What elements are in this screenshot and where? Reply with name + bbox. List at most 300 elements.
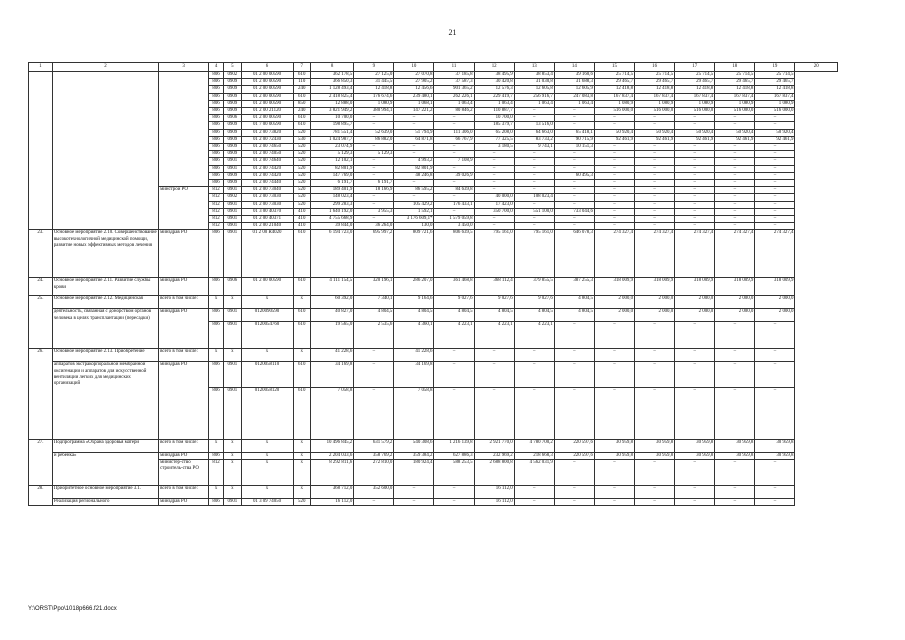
code-cell: 806 [208,122,223,129]
event-name-cell [52,100,158,107]
amount-cell: 256 916,7 [514,93,554,100]
code-cell: 0906 [224,115,241,122]
amount-cell: – [715,349,755,362]
table-row [29,216,838,223]
code-cell: 01 2 00 00590 [241,278,293,296]
amount-cell: 318 009,9 [755,278,795,296]
amount-cell: – [675,165,715,172]
amount-cell: – [635,349,675,362]
executor-cell [159,151,209,158]
amount-cell: 8 292 811,6 [310,459,353,485]
amount-cell: 516 000,0 [675,108,715,115]
amount-cell: 51 794,9 [394,129,434,136]
executor-cell: минздрав РО [159,498,209,505]
amount-cell: 4 993,2 [394,158,434,165]
code-cell: 01 2 00 74050 [241,151,293,158]
amount-cell: 3 450,0 [434,223,474,230]
table-row [29,129,838,136]
table-row [29,100,838,107]
amount-cell: 2 000,0 [635,309,675,322]
code-cell: 0909 [224,151,241,158]
executor-cell [159,136,209,143]
row-number-cell [29,144,53,151]
amount-cell: – [354,158,394,165]
code-cell: 240 [293,108,310,115]
amount-cell: 12 102,1 [310,158,353,165]
amount-cell: – [715,165,755,172]
row-number-cell [29,115,53,122]
code-cell: x [224,459,241,485]
amount-cell: 1 063,4 [434,100,474,107]
row-number-cell [29,180,53,187]
amount-cell: – [675,172,715,179]
executor-cell: минздрав РО [159,309,209,322]
amount-cell: 167 837,4 [755,93,795,100]
code-cell: x [293,349,310,362]
amount-cell: – [715,201,755,208]
amount-cell: – [675,194,715,201]
row-number-cell [29,387,53,439]
code-cell: x [208,485,223,498]
amount-cell: – [434,165,474,172]
amount-cell: 64 663,0 [514,129,554,136]
amount-cell: – [434,194,474,201]
amount-cell: 50 920,4 [755,129,795,136]
amount-cell: – [514,387,554,439]
amount-cell: 229 419,7 [474,93,514,100]
executor-cell [159,180,209,187]
amount-cell: 2 418 825,4 [310,93,353,100]
column-header: 9 [354,63,394,72]
executor-cell: всего в том числе: [159,349,209,362]
code-cell: x [293,439,310,452]
amount-cell: 806 639,5 [434,230,474,278]
row-number-cell [29,129,53,136]
amount-cell: 17 423,0 [474,201,514,208]
row-number-cell [29,172,53,179]
table-row [29,115,838,122]
amount-cell: – [755,216,795,223]
amount-cell: – [554,158,594,165]
amount-cell: 318 009,9 [594,278,634,296]
row-number-cell: 26. [29,349,53,362]
budget-table [28,62,838,506]
amount-cell: – [394,194,434,201]
code-cell: x [241,459,293,485]
amount-cell: – [594,158,634,165]
code-cell: 01 2 00 74650 [241,144,293,151]
table-row [29,79,838,86]
code-cell: x [241,349,293,362]
code-cell: x [224,296,241,309]
code-cell: 806 [208,136,223,143]
executor-cell [159,79,209,86]
amount-cell: 1 080,9 [594,100,634,107]
amount-cell: 147 769,0 [310,172,353,179]
amount-cell: 4 804,5 [514,309,554,322]
executor-cell: минстрой РО [159,187,209,194]
amount-cell: – [514,362,554,387]
code-cell: 806 [208,172,223,179]
column-header: 8 [310,63,353,72]
row-number-cell [29,223,53,230]
amount-cell: 551 100,0 [514,208,554,215]
table-row [29,208,838,215]
amount-cell: 2 535,6 [354,322,394,349]
amount-cell: – [635,165,675,172]
amount-cell: – [354,172,394,179]
amount-cell: 19 565,0 [310,322,353,349]
amount-cell: – [514,115,554,122]
amount-cell: – [635,216,675,223]
amount-cell: 30 420,8 [474,79,514,86]
code-cell: 410 [293,223,310,230]
amount-cell: 37 587,3 [434,79,474,86]
row-number-cell [29,79,53,86]
amount-cell: 318 009,9 [715,278,755,296]
code-cell: 520 [293,498,310,505]
code-cell: 806 [208,322,223,349]
code-cell: 0120058110 [241,362,293,387]
amount-cell: 2 000,0 [755,296,795,309]
table-row [29,322,838,349]
amount-cell: 4 804,5 [354,309,394,322]
amount-cell: 31 030,8 [514,79,554,86]
amount-cell: 4 223,1 [434,322,474,349]
amount-cell: – [394,485,434,498]
code-cell: 520 [293,165,310,172]
amount-cell: 368 712,0 [310,485,353,498]
amount-cell: 2 000,0 [635,296,675,309]
executor-cell [159,86,209,93]
row-number-cell [29,459,53,485]
code-cell: 806 [208,86,223,93]
amount-cell: 48 246,8 [394,172,434,179]
code-cell: 812 [208,223,223,230]
amount-cell: – [514,498,554,505]
code-cell: 01 2 00 72430 [241,136,293,143]
amount-cell: – [394,144,434,151]
event-name-cell [52,223,158,230]
code-cell: 0901 [224,165,241,172]
amount-cell: – [594,498,634,505]
amount-cell: – [474,151,514,158]
event-name-cell [52,165,158,172]
amount-cell: 167 837,4 [675,93,715,100]
table-row [29,201,838,208]
amount-cell: 1 063,4 [514,100,554,107]
amount-cell: – [715,208,755,215]
amount-cell: 148 023,4 [310,194,353,201]
amount-cell: 2 204 033,6 [310,452,353,459]
event-name-cell [52,136,158,143]
amount-cell: – [675,115,715,122]
event-name-cell [52,129,158,136]
amount-cell: – [755,485,795,498]
amount-cell: – [554,201,594,208]
amount-cell: – [434,151,474,158]
code-cell: 01 2 00 00590 [241,115,293,122]
code-cell: x [293,485,310,498]
row-number-cell [29,194,53,201]
amount-cell: 1 640 192,0 [310,208,353,215]
code-cell: 01 2 00 21040 [241,223,293,230]
event-name-cell: Основное мероприятие 2.11. Развитие службы крови [52,278,158,296]
amount-cell: 147 221,2 [394,108,434,115]
event-name-cell: и ребенка» [52,452,158,459]
code-cell: 806 [208,165,223,172]
amount-cell: – [715,387,755,439]
amount-cell: – [675,122,715,129]
amount-cell: – [554,362,594,387]
amount-cell: 25 714,5 [715,72,755,79]
executor-cell [159,216,209,223]
amount-cell: 30 959,8 [594,452,634,459]
table-row [29,459,838,485]
amount-cell: 2 921 770,0 [474,439,514,452]
amount-cell: 358 769,2 [354,452,394,459]
amount-cell: 6 191,7 [310,180,353,187]
amount-cell: 809 721,6 [394,230,434,278]
amount-cell: – [394,115,434,122]
amount-cell: – [554,165,594,172]
row-number-cell [29,151,53,158]
amount-cell: 359 384,2 [394,452,434,459]
amount-cell: 25 714,5 [755,72,795,79]
amount-cell: 695 997,2 [354,230,394,278]
amount-cell: – [755,201,795,208]
amount-cell: – [675,349,715,362]
table-row [29,158,838,165]
code-cell: 806 [208,108,223,115]
executor-cell [159,93,209,100]
row-number-cell: 23. [29,230,53,278]
amount-cell: – [554,322,594,349]
amount-cell: 41 228,6 [310,349,353,362]
column-header: 7 [293,63,310,72]
amount-cell: 31 445,5 [354,79,394,86]
amount-cell: 92 461,9 [715,136,755,143]
executor-cell [159,129,209,136]
event-name-cell [52,144,158,151]
amount-cell: 3 176 609,1* [394,216,434,223]
code-cell: 0909 [224,122,241,129]
amount-cell: – [514,485,554,498]
code-cell: 0909 [224,93,241,100]
code-cell: x [224,485,241,498]
amount-cell: 2 688 800,8 [474,459,514,485]
amount-cell: – [755,387,795,439]
code-cell: 0909 [224,108,241,115]
column-header: 19 [755,63,795,72]
event-name-cell: аппаратов экстракорпоральной мембранной оксигенации и аппаратов для искусственной вентиляции легких для медицинских организаций [52,362,158,387]
amount-cell: – [434,362,474,387]
code-cell: 610 [293,93,310,100]
amount-cell: 733 044,6 [554,208,594,215]
column-header: 14 [554,63,594,72]
code-cell: 0901 [224,158,241,165]
code-cell: 0909 [224,100,241,107]
amount-cell: – [755,223,795,230]
executor-cell [159,122,209,129]
amount-cell: – [554,349,594,362]
amount-cell: 50 920,4 [594,129,634,136]
code-cell: 0902 [224,194,241,201]
amount-cell: – [635,485,675,498]
row-number-cell [29,216,53,223]
code-cell: 806 [208,93,223,100]
amount-cell: 218 668,3 [514,452,554,459]
code-cell: 0901 [224,230,241,278]
amount-cell: 60 495,3 [554,172,594,179]
amount-cell: – [354,216,394,223]
row-number-cell [29,362,53,387]
amount-cell: – [755,144,795,151]
executor-cell [159,194,209,201]
code-cell: 0909 [224,79,241,86]
amount-cell: 1 080,9 [354,100,394,107]
code-cell: 01 2 00 R4020 [241,230,293,278]
amount-cell: – [675,322,715,349]
amount-cell: – [594,187,634,194]
amount-cell: 13 516,0 [514,122,554,129]
amount-cell: 111 306,0 [434,129,474,136]
amount-cell: – [594,322,634,349]
column-header: 5 [224,63,241,72]
amount-cell: – [474,187,514,194]
amount-cell: 1 579 059,8 [434,216,474,223]
amount-cell: – [755,151,795,158]
amount-cell: 10 700,0 [474,115,514,122]
code-cell: 410 [293,208,310,215]
amount-cell: 34 169,8 [394,362,434,387]
code-cell: 520 [293,158,310,165]
amount-cell: – [675,498,715,505]
code-cell: 01 2 00 74420 [241,165,293,172]
code-cell: 812 [208,459,223,485]
row-number-cell [29,187,53,194]
code-cell: 01 2 00 73820 [241,129,293,136]
amount-cell: 92 461,9 [635,136,675,143]
amount-cell: – [554,485,594,498]
amount-cell: 2 000,0 [594,296,634,309]
amount-cell: 30 959,8 [594,439,634,452]
executor-cell [159,322,209,349]
amount-cell: 272 810,0 [354,459,394,485]
amount-cell: 366 850,3 [310,79,353,86]
code-cell: 01 2 00 00590 [241,86,293,93]
table-row [29,362,838,387]
amount-cell: 1 068,1 [394,100,434,107]
event-name-cell [52,86,158,93]
amount-cell: 274 327,4 [755,230,795,278]
code-cell: 01 2 00 00590 [241,100,293,107]
amount-cell: – [554,115,594,122]
amount-cell: 30 959,8 [635,439,675,452]
code-cell: 806 [208,115,223,122]
amount-cell: – [594,151,634,158]
amount-cell: 39 026,9 [434,172,474,179]
amount-cell: – [635,187,675,194]
amount-cell: 65 418,1 [554,129,594,136]
code-cell: 01 2 00 73040 [241,187,293,194]
amount-cell: 29 465,7 [715,79,755,86]
amount-cell: – [755,187,795,194]
amount-cell: – [434,208,474,215]
amount-cell: 3 180,5 [474,144,514,151]
amount-cell: – [554,194,594,201]
amount-cell: – [675,151,715,158]
amount-cell: 27 125,0 [354,72,394,79]
code-cell: 01 2 00 74420 [241,172,293,179]
table-row [29,72,838,79]
event-name-cell: Основное мероприятие 2.13. Приобретение [52,349,158,362]
amount-cell: 540 308,6 [394,439,434,452]
amount-cell: – [755,322,795,349]
amount-cell: – [434,349,474,362]
row-number-cell [29,158,53,165]
amount-cell: – [394,122,434,129]
amount-cell: 2 000,0 [715,309,755,322]
code-cell: 610 [293,230,310,278]
amount-cell: – [474,349,514,362]
code-cell: 0120058120 [241,387,293,439]
code-cell: 520 [293,144,310,151]
amount-cell: 10 151,3 [554,144,594,151]
amount-cell: 4 780 700,2 [514,439,554,452]
amount-cell: 318 009,9 [675,278,715,296]
amount-cell: – [434,115,474,122]
table-row [29,93,838,100]
amount-cell: 320 196,1 [354,278,394,296]
amount-cell: 2 000,0 [675,309,715,322]
code-cell: 01 2 00 00590 [241,93,293,100]
amount-cell: – [635,387,675,439]
amount-cell: – [354,349,394,362]
amount-cell: 12 418,8 [675,86,715,93]
amount-cell: – [474,387,514,439]
amount-cell: 6 194 723,0 [310,230,353,278]
amount-cell: 262 226,1 [434,93,474,100]
amount-cell: – [474,180,514,187]
amount-cell: – [635,498,675,505]
amount-cell: – [755,165,795,172]
amount-cell: 1 080,9 [675,100,715,107]
amount-cell: – [635,201,675,208]
amount-cell: 4 223,1 [514,322,554,349]
event-name-cell [52,122,158,129]
amount-cell: 318 009,9 [635,278,675,296]
executor-cell [159,158,209,165]
code-cell: 806 [208,452,223,459]
column-header: 17 [675,63,715,72]
code-cell: 0901 [224,309,241,322]
amount-cell: 4 804,5 [434,309,474,322]
amount-cell: – [715,172,755,179]
amount-cell: – [635,194,675,201]
amount-cell: 9 027,6 [434,296,474,309]
amount-cell: 50 920,4 [635,129,675,136]
table-row [29,187,838,194]
amount-cell: 60 392,0 [310,296,353,309]
code-cell: 0901 [224,362,241,387]
row-number-cell [29,498,53,505]
amount-cell: 38 495,9 [474,72,514,79]
amount-cell: – [755,362,795,387]
header-row [29,63,838,72]
code-cell: 01 2 00 21120 [241,108,293,115]
amount-cell: – [514,172,554,179]
